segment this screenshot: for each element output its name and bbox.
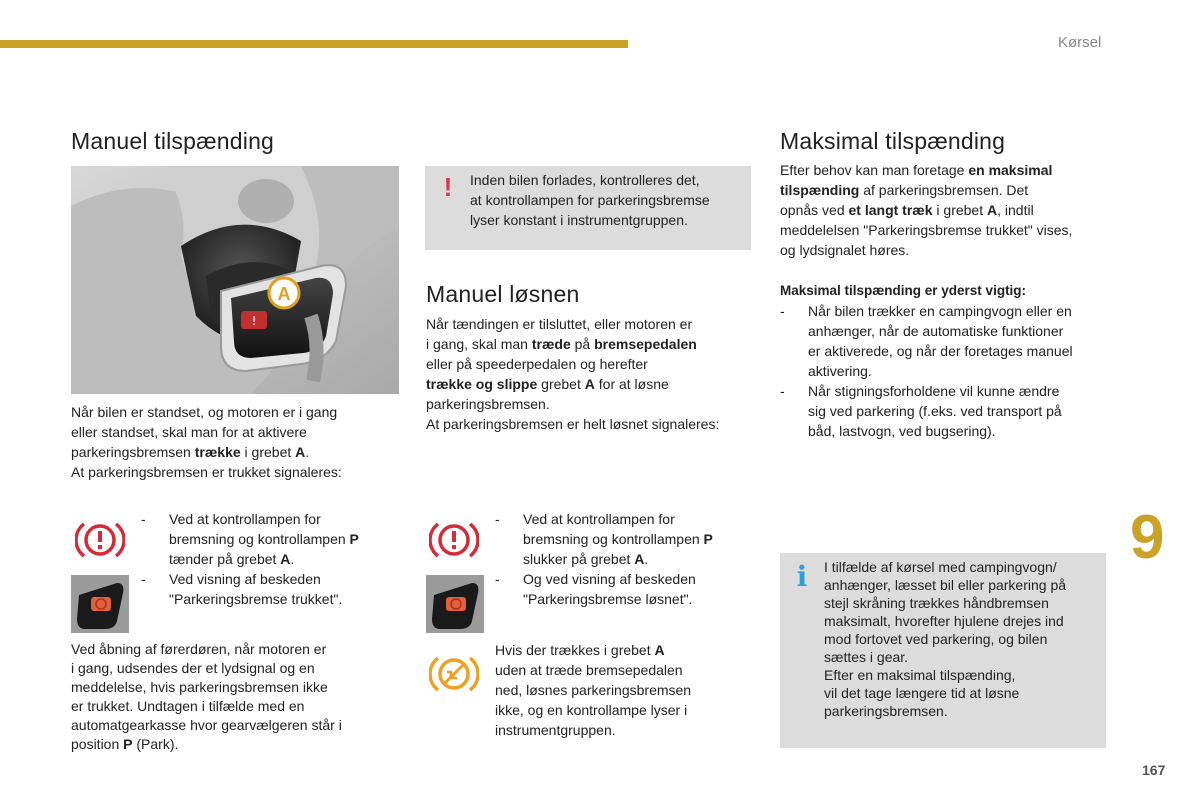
svg-text:!: ! xyxy=(251,314,257,328)
header-accent-bar xyxy=(0,40,628,48)
lever-lit-thumbnail xyxy=(71,575,129,633)
text-line: At parkeringsbremsen er trukket signaleres: xyxy=(71,464,342,480)
console-illustration xyxy=(71,166,399,394)
col2-bullets xyxy=(495,509,755,609)
list-item: - Når bilen trækker en campingvogn eller en anhænger, når de automatiske funktioner er aktiverede, og når der foretages manuel aktivering. xyxy=(780,303,1073,379)
warning-exclamation-icon: ! xyxy=(443,172,453,202)
heading-manual-release: Manuel løsnen xyxy=(426,281,580,307)
info-icon: i xyxy=(796,560,808,593)
chapter-number: 9 xyxy=(1130,503,1165,572)
page-number: 167 xyxy=(1142,762,1166,778)
list-item: - Ved visning af beskeden "Parkeringsbremse trukket". xyxy=(141,571,343,607)
important-note-heading: Maksimal tilspænding er yderst vigtig: xyxy=(780,283,1027,298)
heading-maximum-apply: Maksimal tilspænding xyxy=(780,128,1006,154)
brake-warning-lamp-icon xyxy=(429,518,479,567)
console-photo xyxy=(71,166,399,394)
col1-bullets xyxy=(141,509,401,609)
col2-pull-paragraph: Hvis der trækkes i grebet A uden at træde bremsepedalen ned, løsnes parkeringsbremsen ikke, og en kontrollampe lyser i instrumentgruppen. xyxy=(495,642,692,738)
col3-intro-paragraph: Efter behov kan man foretage en maksimal tilspænding af parkeringsbremsen. Det opnås ved et langt træk i grebet A, indtil meddelelsen "Parkeringsbremse trukket" vises, og lydsignalet høres. xyxy=(780,162,1073,258)
info-text: I tilfælde af kørsel med campingvogn/ anhænger, læsset bil eller parkering på stejl skråning trækkes håndbremsen maksimalt, hvorefter hjulene drejes ind mod fortovet ved parkering, og bilen sættes i gear. Efter en maksimal tilspænding, vil det tage længere tid at løsne parkeringsbremsen. xyxy=(824,559,1067,719)
col1-door-paragraph: Ved åbning af førerdøren, når motoren er i gang, udsendes der et lydsignal og en meddelelse, hvis parkeringsbremsen ikke er trukket. Undtagen i tilfælde med en automatgearkasse hvor gearvælgeren står i position P (Park). xyxy=(71,641,342,752)
section-label: Kørsel xyxy=(1058,34,1102,51)
lever-a-label: A xyxy=(277,284,291,304)
list-item: - Ved at kontrollampen for bremsning og kontrollampen P slukker på grebet A. xyxy=(495,511,713,567)
col3-bullets xyxy=(780,301,1110,441)
col1-intro-paragraph xyxy=(71,402,401,482)
col2-release-paragraph: Når tændingen er tilsluttet, eller motoren er i gang, skal man træde på bremsepedalen eller på speederpedalen og herefter trække og slippe grebet A for at løsne parkeringsbremsen. At parkeringsbremsen er helt løsnet signaleres: xyxy=(426,316,720,432)
text-line: eller standset, skal man for at aktivere xyxy=(71,424,307,440)
lever-released-thumbnail xyxy=(426,575,484,633)
brake-warning-lamp-icon xyxy=(75,518,125,567)
warning-text: Inden bilen forlades, kontrolleres det, at kontrollampen for parkeringsbremse lyser konstant i instrumentgruppen. xyxy=(470,172,710,228)
heading-manual-apply: Manuel tilspænding xyxy=(71,128,275,154)
text-line: Når bilen er standset, og motoren er i gang xyxy=(71,404,338,420)
list-item: - Når stigningsforholdene vil kunne ændre sig ved parkering (f.eks. ved transport på båd, lastvogn, ved bugsering). xyxy=(780,383,1062,439)
list-item: - Ved at kontrollampen for bremsning og kontrollampen P tænder på grebet A. xyxy=(141,511,359,567)
brake-fault-lamp-icon xyxy=(429,652,479,701)
list-item: - Og ved visning af beskeden "Parkeringsbremse løsnet". xyxy=(495,571,696,607)
text-line: parkeringsbremsen trække i grebet A. xyxy=(71,444,310,460)
